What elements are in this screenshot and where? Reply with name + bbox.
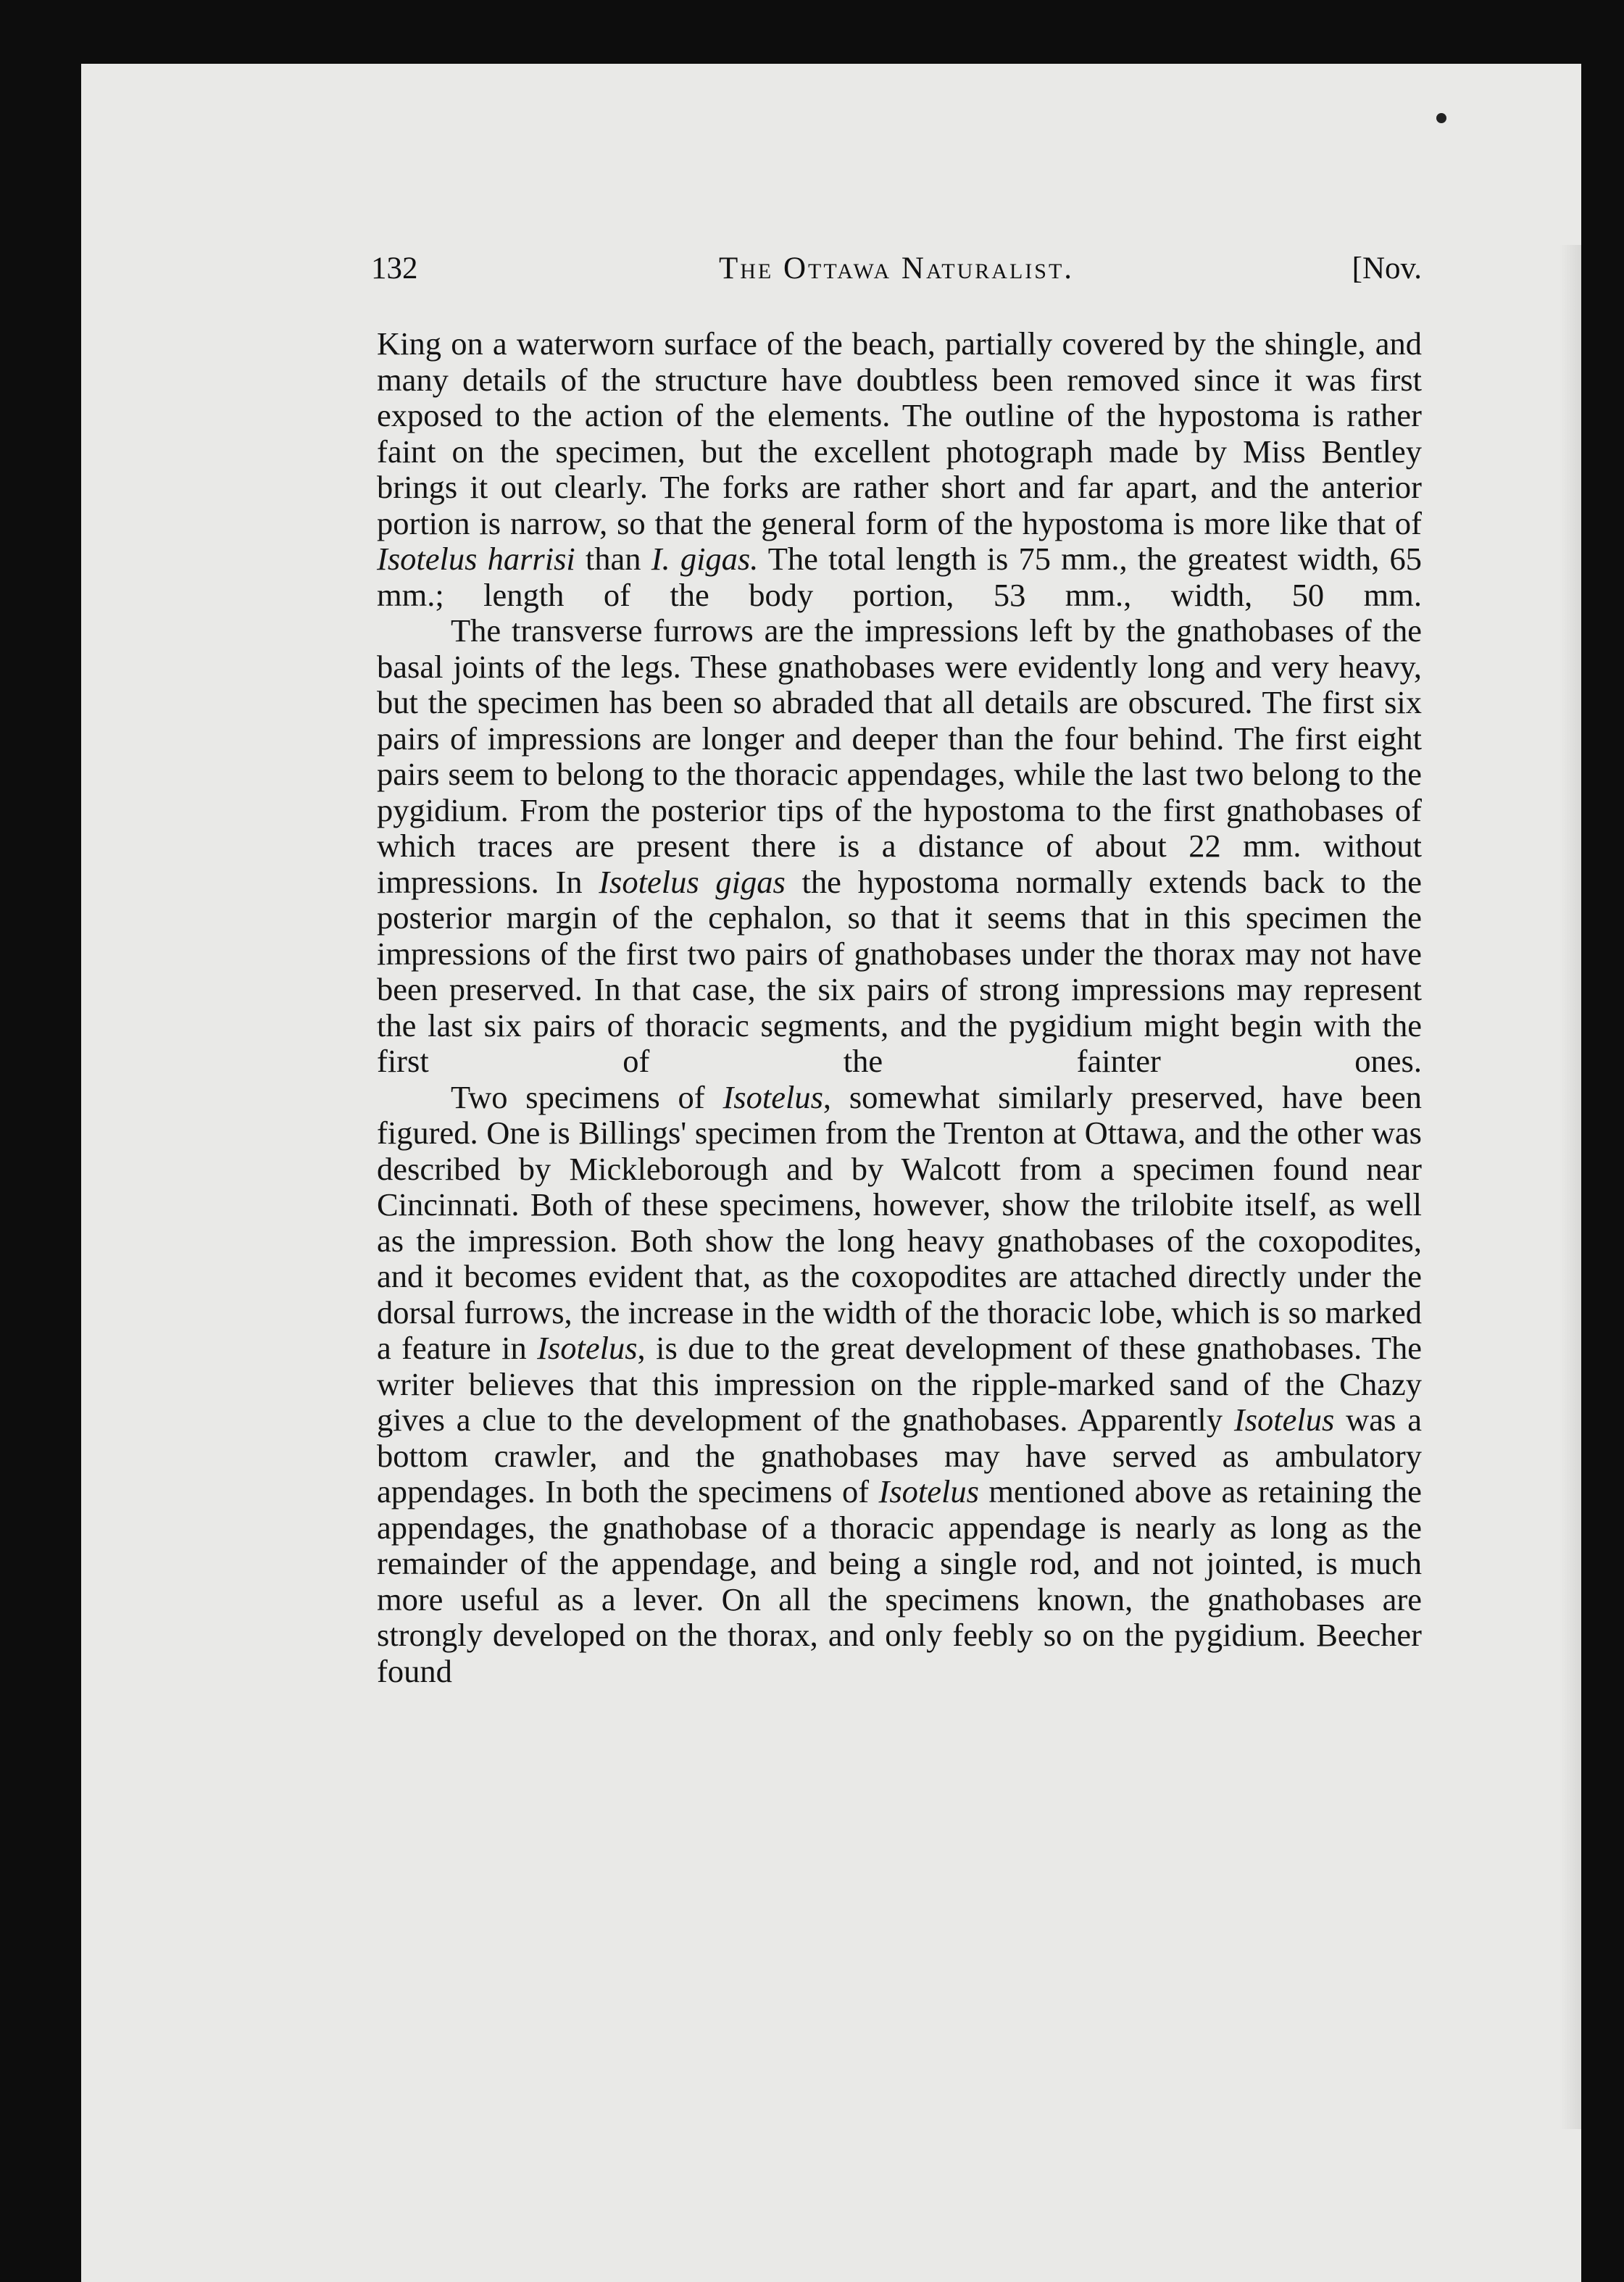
italic-taxon-name: Isotelus (878, 1473, 979, 1509)
running-header (371, 251, 1422, 301)
italic-taxon-name: Isotelus (1233, 1402, 1335, 1438)
journal-title: The Ottawa Naturalist. (718, 251, 1075, 286)
page-number: 132 (371, 251, 418, 286)
text-segment: Two specimens of (451, 1078, 723, 1115)
paragraph (377, 326, 1422, 613)
issue-label: [Nov. (1352, 251, 1422, 286)
paragraph (377, 613, 1422, 1080)
italic-taxon-name: Isotelus harrisi (377, 541, 575, 577)
text-segment: the hypostoma normally extends back to the posterior margin of the cephalon, so that it seems that in this specimen the impressions of the first two pairs of gnathobases under the thorax may not have been preserved. In that case, the six pairs of strong impressions may represent the last six pairs of thoracic segments, and the pygidium might begin with the first of the fainter ones. (377, 863, 1422, 1079)
italic-taxon-name: I. gigas. (651, 541, 759, 577)
text-segment: was a bottom crawler, and the gnathobases may have served as ambulatory appendages. In both the specimens of (377, 1402, 1422, 1509)
text-segment: , is due to the great development of these gnathobases. The writer believes that this impression on the ripple-marked sand of the Chazy gives a clue to the development of the gnathobases. Apparently (377, 1330, 1422, 1438)
text-segment: The transverse furrows are the impressions left by the gnathobases of the basal joints of the legs. These gnathobases were evidently long and very heavy, but the specimen has been so abraded that all details are obscured. The first six pairs of impressions are longer and deeper than the four behind. The first eight pairs seem to belong to the thoracic appendages, while the last two belong to the pygidium. From the posterior tips of the hypostoma to the first gnathobases of which traces are present there is a distance of about 22 mm. without impressions. In (377, 612, 1422, 900)
paragraph (377, 1080, 1422, 1690)
text-segment: , somewhat similarly preserved, have been figured. One is Billings' specimen from the Trenton at Ottawa, and the other was described by Mickleborough and by Walcott from a specimen found near Cincinnati. Both of these specimens, however, show the trilobite itself, as well as the impression. Both show the long heavy gnathobases of the coxopodites, and it becomes evident that, as the coxopodites are attached directly under the dorsal furrows, the increase in the width of the thoracic lobe, which is so marked a feature in (377, 1078, 1422, 1366)
page-edge-shadow (1560, 245, 1581, 2129)
text-segment: than (575, 541, 651, 577)
italic-taxon-name: Isotelus gigas (599, 863, 786, 900)
text-segment: mentioned above as retaining the appendages, the gnathobase of a thoracic appendage is nearly as long as the remainder of the appendage, and being a single rod, and not jointed, is much more useful as a lever. On all the specimens known, the gnathobases are strongly developed on the thorax, and only feebly so on the pygidium. Beecher found (377, 1473, 1422, 1689)
ink-speck (1436, 113, 1446, 123)
body-text (377, 326, 1422, 1689)
text-segment: King on a waterworn surface of the beach, partially covered by the shingle, and many details of the structure have doubtless been removed since it was first exposed to the action of the elements. The outline of the hypostoma is rather faint on the specimen, but the excellent photograph made by Miss Bentley brings it out clearly. The forks are rather short and far apart, and the anterior portion is narrow, so that the general form of the hypostoma is more like that of (377, 325, 1422, 541)
italic-taxon-name: Isotelus (537, 1330, 638, 1366)
italic-taxon-name: Isotelus (723, 1078, 823, 1115)
text-segment: The total length is 75 mm., the greatest width, 65 mm.; length of the body portion, 53 mm., width, 50 mm. (377, 541, 1422, 613)
